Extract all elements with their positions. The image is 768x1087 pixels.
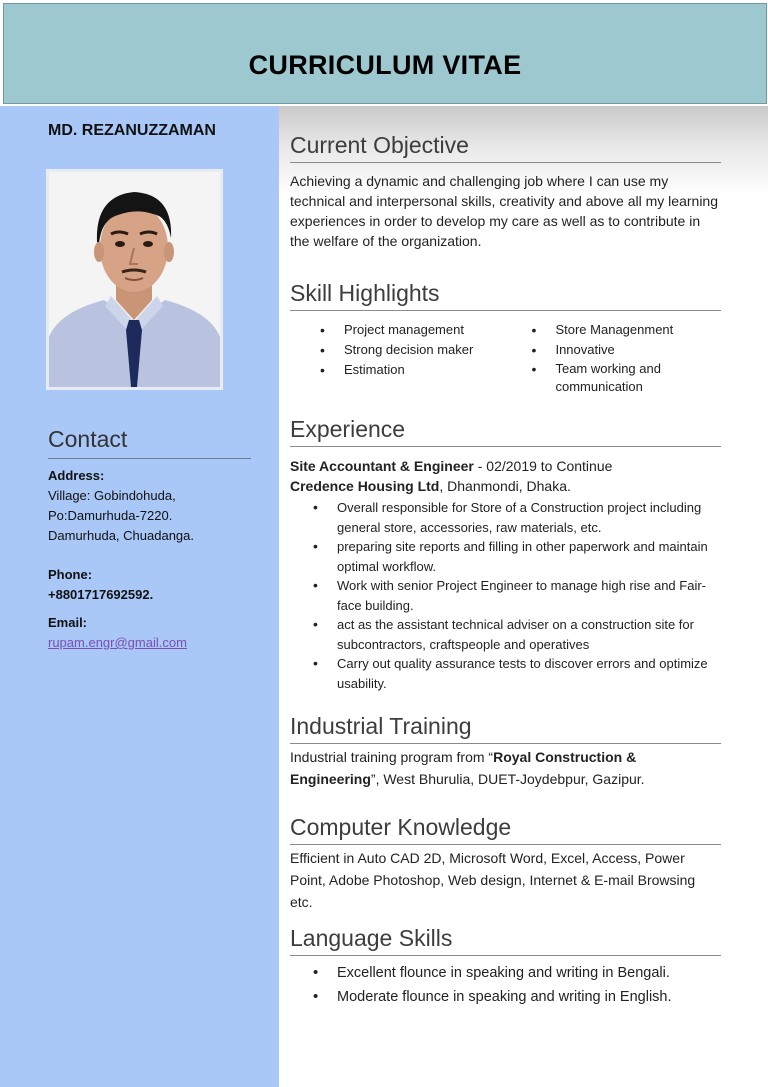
training-org: Royal Construction & Engineering bbox=[290, 749, 637, 787]
skills-title: Skill Highlights bbox=[290, 280, 440, 306]
sidebar bbox=[0, 106, 279, 1087]
list-item: • Team working and communication bbox=[531, 360, 721, 396]
experience-header bbox=[290, 456, 721, 496]
skills-columns bbox=[290, 320, 721, 396]
company-name: Credence Housing Ltd bbox=[290, 478, 440, 494]
email-block bbox=[48, 613, 187, 653]
address-label: Address: bbox=[48, 468, 105, 483]
main-content bbox=[279, 106, 768, 1087]
list-item: • Overall responsible for Store of a Construction project including general store, accessories, raw materials, etc. bbox=[313, 498, 721, 537]
training-title: Industrial Training bbox=[290, 713, 472, 739]
contact-divider bbox=[48, 458, 251, 459]
person-name: MD. REZANUZZAMAN bbox=[48, 122, 216, 139]
language-title: Language Skills bbox=[290, 925, 453, 951]
job-period: - 02/2019 to Continue bbox=[473, 458, 613, 474]
experience-title: Experience bbox=[290, 416, 406, 442]
computer-text: Efficient in Auto CAD 2D, Microsoft Word, Excel, Access, Power Point, Adobe Photoshop, Web design, Internet & E-mail Browsing etc. bbox=[290, 850, 696, 910]
objective-title: Current Objective bbox=[290, 132, 469, 158]
profile-photo-illustration bbox=[49, 172, 220, 387]
section-divider bbox=[290, 955, 721, 956]
list-item: • Strong decision maker bbox=[320, 340, 531, 360]
email-link[interactable]: rupam.engr@gmail.com bbox=[48, 635, 187, 650]
experience-section bbox=[290, 414, 721, 693]
list-item: • Store Managenment bbox=[531, 320, 721, 340]
duties-list bbox=[313, 498, 721, 693]
skills-column-left bbox=[320, 320, 531, 396]
list-item: • Excellent flounce in speaking and writing in Bengali. bbox=[313, 961, 721, 985]
address-line: Village: Gobindohuda, bbox=[48, 488, 176, 503]
computer-title: Computer Knowledge bbox=[290, 814, 512, 840]
job-role: Site Accountant & Engineer bbox=[290, 458, 474, 474]
list-item: • Carry out quality assurance tests to discover errors and optimize usability. bbox=[313, 654, 721, 693]
training-prefix: Industrial training program from “ bbox=[290, 749, 494, 765]
list-item: • preparing site reports and filling in other paperwork and maintain optimal workflow. bbox=[313, 537, 721, 576]
list-item: • Project management bbox=[320, 320, 531, 340]
profile-photo bbox=[46, 169, 223, 390]
company-location: , Dhanmondi, Dhaka. bbox=[439, 478, 571, 494]
list-item: • act as the assistant technical adviser on a construction site for subcontractors, craftspeople and operatives bbox=[313, 615, 721, 654]
contact-heading: Contact bbox=[48, 426, 128, 452]
skills-section bbox=[290, 278, 721, 396]
cv-header bbox=[3, 3, 767, 104]
section-divider bbox=[290, 844, 721, 845]
phone-number: +8801717692592. bbox=[48, 587, 154, 602]
cv-title: CURRICULUM VITAE bbox=[248, 50, 522, 80]
list-item: • Moderate flounce in speaking and writing in English. bbox=[313, 985, 721, 1009]
list-item: • Estimation bbox=[320, 360, 531, 380]
skills-column-right bbox=[531, 320, 721, 396]
language-list bbox=[313, 961, 721, 1009]
section-divider bbox=[290, 162, 721, 163]
phone-label: Phone: bbox=[48, 567, 93, 582]
language-section bbox=[290, 923, 721, 1009]
phone-block bbox=[48, 565, 153, 605]
computer-section bbox=[290, 812, 721, 913]
section-divider bbox=[290, 743, 721, 744]
section-divider bbox=[290, 310, 721, 311]
address-block bbox=[48, 466, 194, 546]
training-section bbox=[290, 711, 721, 790]
objective-text: Achieving a dynamic and challenging job where I can use my technical and interpersonal skills, creativity and above all my learning experiences in order to develop my care as well as to contribute in the welfare of the organization. bbox=[290, 173, 718, 249]
address-line: Damurhuda, Chuadanga. bbox=[48, 528, 194, 543]
email-label: Email: bbox=[48, 615, 88, 630]
objective-section bbox=[290, 130, 721, 251]
list-item: • Innovative bbox=[531, 340, 721, 360]
training-suffix: ”, West Bhurulia, DUET-Joydebpur, Gazipur. bbox=[370, 771, 645, 787]
training-text bbox=[290, 746, 721, 790]
address-line: Po:Damurhuda-7220. bbox=[48, 508, 173, 523]
list-item: • Work with senior Project Engineer to manage high rise and Fair-face building. bbox=[313, 576, 721, 615]
section-divider bbox=[290, 446, 721, 447]
